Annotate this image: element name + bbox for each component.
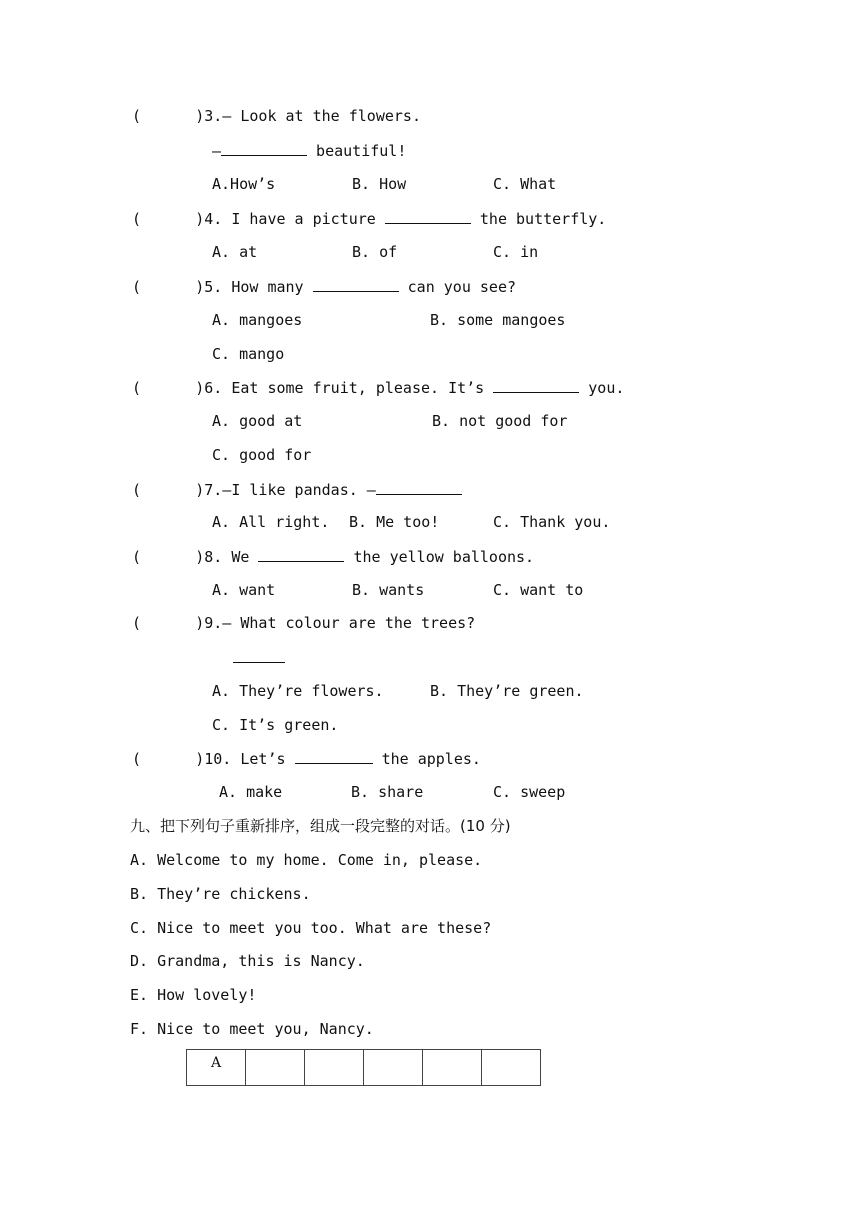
sentence-c: C. Nice to meet you too. What are these? [130, 919, 492, 937]
answer-paren: ( ) [132, 210, 205, 228]
answer-blank[interactable] [313, 275, 399, 292]
option-b: B. not good for [432, 412, 568, 430]
option-a: A.How’s [212, 175, 276, 193]
answer-cell[interactable] [246, 1050, 305, 1086]
option-c: C. sweep [493, 783, 566, 801]
question-6: ( )6. Eat some fruit, please. It’s you. [132, 376, 624, 398]
answer-paren: ( ) [132, 614, 205, 632]
question-stem: 9.— What colour are the trees? [204, 614, 476, 632]
answer-blank[interactable] [233, 646, 285, 663]
answer-blank[interactable] [221, 139, 307, 156]
sentence-d: D. Grandma, this is Nancy. [130, 952, 365, 970]
answer-cell[interactable] [305, 1050, 364, 1086]
answer-blank[interactable] [376, 478, 462, 495]
answer-blank[interactable] [258, 545, 344, 562]
option-a: A. want [212, 581, 276, 599]
answer-cell[interactable] [482, 1050, 541, 1086]
option-c: C. It’s green. [212, 716, 339, 734]
option-c: C. in [493, 243, 539, 261]
option-a: A. good at [212, 412, 303, 430]
answer-blank[interactable] [385, 207, 471, 224]
question-stem: 3.— Look at the flowers. [204, 107, 421, 125]
option-b: B. some mangoes [430, 311, 566, 329]
option-a: A. They’re flowers. [212, 682, 384, 700]
option-b: B. of [352, 243, 398, 261]
question-5: ( )5. How many can you see? [132, 275, 516, 297]
answer-paren: ( ) [132, 107, 205, 125]
answer-paren: ( ) [132, 379, 205, 397]
option-b: B. Me too! [349, 513, 440, 531]
sentence-a: A. Welcome to my home. Come in, please. [130, 851, 483, 869]
question-9-response [233, 646, 285, 668]
option-a: A. at [212, 243, 258, 261]
answer-paren: ( ) [132, 548, 205, 566]
section-title: 九、把下列句子重新排序，组成一段完整的对话。(10 分) [130, 817, 511, 835]
answer-blank[interactable] [295, 747, 373, 764]
question-3 [132, 105, 421, 127]
question-10: ( )10. Let’s the apples. [132, 747, 481, 769]
option-b: B. They’re green. [430, 682, 584, 700]
answer-cell[interactable] [423, 1050, 482, 1086]
option-c: C. What [493, 175, 557, 193]
option-c: C. good for [212, 446, 312, 464]
option-a: A. All right. [212, 513, 330, 531]
question-8: ( )8. We the yellow balloons. [132, 545, 534, 567]
sentence-f: F. Nice to meet you, Nancy. [130, 1020, 374, 1038]
question-9 [132, 612, 475, 634]
option-a: A. mangoes [212, 311, 303, 329]
question-7: ( )7.—I like pandas. — [132, 478, 462, 500]
option-c: C. Thank you. [493, 513, 611, 531]
answer-paren: ( ) [132, 481, 205, 499]
question-4: ( )4. I have a picture the butterfly. [132, 207, 606, 229]
option-c: C. mango [212, 345, 285, 363]
option-b: B. How [352, 175, 407, 193]
answer-order-table [186, 1049, 541, 1086]
question-3-response: — beautiful! [212, 139, 406, 161]
answer-paren: ( ) [132, 278, 205, 296]
option-b: B. wants [352, 581, 425, 599]
option-a: A. make [219, 783, 283, 801]
answer-blank[interactable] [493, 376, 579, 393]
answer-cell[interactable]: A [187, 1050, 246, 1086]
sentence-e: E. How lovely! [130, 986, 257, 1004]
answer-paren: ( ) [132, 750, 205, 768]
option-b: B. share [351, 783, 424, 801]
sentence-b: B. They’re chickens. [130, 885, 311, 903]
answer-cell[interactable] [364, 1050, 423, 1086]
option-c: C. want to [493, 581, 584, 599]
